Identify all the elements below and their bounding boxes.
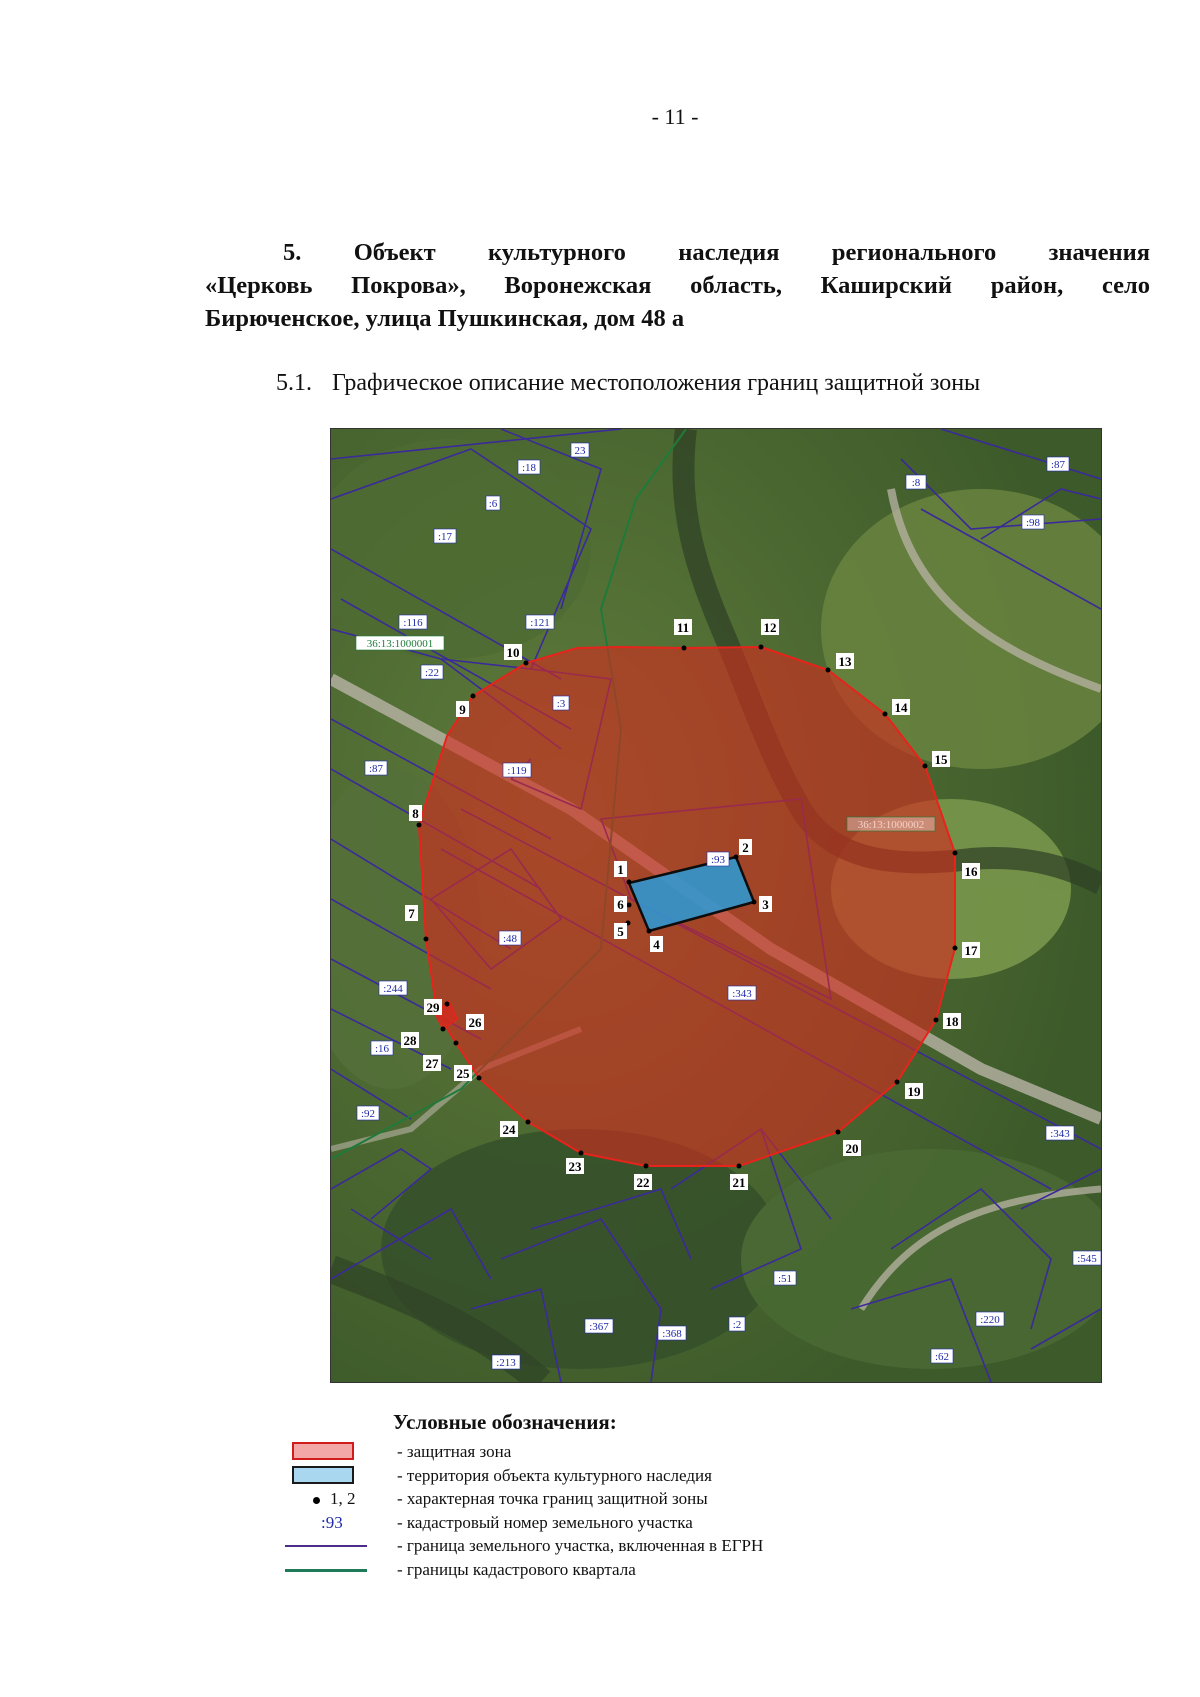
svg-text:36:13:1000001: 36:13:1000001 — [366, 638, 434, 650]
section-title — [205, 236, 1150, 335]
svg-text:17: 17 — [964, 943, 978, 958]
svg-text::220: :220 — [980, 1314, 1000, 1326]
svg-text:29: 29 — [426, 1000, 440, 1015]
svg-text:15: 15 — [934, 752, 948, 767]
point-dot-icon — [313, 1497, 320, 1504]
legend-item-parcel-boundary — [285, 1534, 885, 1558]
svg-text::16: :16 — [374, 1043, 390, 1055]
parcel-label — [658, 1326, 686, 1340]
parcel-label — [707, 852, 729, 866]
point-label — [504, 644, 522, 660]
parcel-label — [906, 475, 926, 489]
svg-text::92: :92 — [360, 1108, 376, 1120]
point-label — [423, 1055, 441, 1071]
point-label — [614, 861, 627, 877]
parcel-label — [571, 443, 589, 457]
parcel-label — [503, 763, 531, 777]
point-label — [932, 751, 950, 767]
section-title-line-3: Бирюченское, улица Пушкинская, дом 48 а — [205, 305, 685, 332]
point-label — [739, 839, 752, 855]
point-label — [892, 699, 910, 715]
point-label — [500, 1121, 518, 1137]
parcel-label — [526, 615, 554, 629]
legend-item-cadastral-number — [285, 1511, 885, 1535]
point-label — [409, 805, 422, 821]
svg-text:11: 11 — [676, 620, 690, 635]
svg-text::3: :3 — [556, 698, 566, 710]
point-label — [614, 923, 627, 939]
point-label — [566, 1158, 584, 1174]
legend-item-quarter-boundary — [285, 1558, 885, 1582]
svg-text::93: :93 — [710, 854, 726, 866]
svg-text::119: :119 — [507, 765, 527, 777]
legend — [285, 1440, 885, 1581]
svg-text:36:13:1000002: 36:13:1000002 — [857, 819, 925, 831]
svg-text::87: :87 — [368, 763, 384, 775]
parcel-label — [976, 1312, 1004, 1326]
svg-text:4: 4 — [653, 937, 660, 952]
legend-item-label: - характерная точка границ защитной зоны — [397, 1489, 708, 1508]
svg-text:19: 19 — [907, 1084, 921, 1099]
svg-text::213: :213 — [496, 1357, 516, 1369]
quarter-label — [356, 636, 444, 650]
parcel-label — [518, 460, 540, 474]
legend-item-label: - территория объекта культурного наследия — [397, 1465, 712, 1485]
svg-text:23: 23 — [574, 445, 586, 457]
svg-text:8: 8 — [412, 806, 419, 821]
page-number: - 11 - — [651, 104, 699, 129]
point-label — [730, 1174, 748, 1190]
point-label — [674, 619, 692, 635]
svg-text::51: :51 — [777, 1273, 793, 1285]
svg-text:7: 7 — [408, 906, 415, 921]
legend-item-label: - защитная зона — [397, 1442, 512, 1461]
point-label — [962, 863, 980, 879]
svg-text::62: :62 — [934, 1351, 950, 1363]
parcel-label — [357, 1106, 379, 1120]
svg-text::8: :8 — [911, 477, 921, 489]
svg-text::17: :17 — [437, 531, 453, 543]
svg-text:27: 27 — [425, 1056, 439, 1071]
svg-text::48: :48 — [502, 933, 518, 945]
parcel-label — [1046, 1126, 1074, 1140]
parcel-label — [729, 1317, 745, 1331]
parcel-label — [379, 981, 407, 995]
point-label — [943, 1013, 961, 1029]
svg-text::121: :121 — [530, 617, 550, 629]
svg-text:14: 14 — [894, 700, 908, 715]
point-label — [650, 936, 663, 952]
parcel-line-symbol — [285, 1545, 367, 1547]
svg-text:12: 12 — [763, 620, 777, 635]
svg-text:20: 20 — [845, 1141, 859, 1156]
cadastral-number-symbol: :93 — [321, 1512, 343, 1532]
point-label — [454, 1065, 472, 1081]
svg-text:16: 16 — [964, 864, 978, 879]
legend-item-label: - граница земельного участка, включенная в ЕГРН — [397, 1536, 764, 1555]
point-label — [843, 1140, 861, 1156]
svg-text::6: :6 — [488, 498, 498, 510]
svg-text:6: 6 — [617, 897, 624, 912]
point-label — [405, 905, 418, 921]
parcel-label — [553, 696, 569, 710]
svg-text:21: 21 — [732, 1175, 746, 1190]
svg-text:24: 24 — [502, 1122, 516, 1137]
parcel-label — [365, 761, 387, 775]
svg-text:3: 3 — [762, 897, 769, 912]
point-label — [614, 896, 627, 912]
legend-item-heritage-territory — [285, 1464, 885, 1488]
svg-text::116: :116 — [403, 617, 423, 629]
parcel-label — [1073, 1251, 1101, 1265]
svg-text:28: 28 — [403, 1033, 417, 1048]
parcel-label — [421, 665, 443, 679]
point-label — [466, 1014, 484, 1030]
svg-text::367: :367 — [589, 1321, 609, 1333]
parcel-label — [499, 931, 521, 945]
svg-text:22: 22 — [636, 1175, 650, 1190]
legend-item-protective-zone — [285, 1440, 885, 1464]
protective-zone-swatch — [292, 1442, 354, 1460]
boundary-point-symbol: 1, 2 — [313, 1487, 356, 1511]
subsection-text: Графическое описание местоположения границ защитной зоны — [332, 370, 981, 396]
section-title-line-2: «Церковь Покрова», Воронежская область, Каширский район, село — [205, 272, 1150, 299]
svg-text:9: 9 — [459, 702, 466, 717]
parcel-label — [371, 1041, 393, 1055]
svg-text:25: 25 — [456, 1066, 470, 1081]
svg-text::87: :87 — [1050, 459, 1066, 471]
parcel-label — [1022, 515, 1044, 529]
point-label — [424, 999, 442, 1015]
section-title-line-1: 5. Объект культурного наследия регионального значения — [283, 239, 1150, 266]
point-label — [634, 1174, 652, 1190]
point-label — [836, 653, 854, 669]
svg-text::343: :343 — [732, 988, 752, 1000]
svg-text::545: :545 — [1077, 1253, 1097, 1265]
legend-item-label: - кадастровый номер земельного участка — [397, 1512, 693, 1532]
point-label — [761, 619, 779, 635]
point-label — [401, 1032, 419, 1048]
subsection-heading — [276, 370, 980, 397]
svg-text:1: 1 — [617, 862, 624, 877]
parcel-label — [434, 529, 456, 543]
svg-text:13: 13 — [838, 654, 852, 669]
parcel-label — [728, 986, 756, 1000]
svg-text:18: 18 — [945, 1014, 959, 1029]
legend-item-boundary-point — [285, 1487, 885, 1511]
parcel-label — [492, 1355, 520, 1369]
heritage-territory-swatch — [292, 1466, 354, 1484]
svg-text::343: :343 — [1050, 1128, 1070, 1140]
cadastral-map — [330, 428, 1102, 1383]
parcel-label — [774, 1271, 796, 1285]
svg-text:10: 10 — [506, 645, 520, 660]
quarter-line-symbol — [285, 1569, 367, 1572]
svg-text::98: :98 — [1025, 517, 1041, 529]
svg-text:2: 2 — [742, 840, 749, 855]
subsection-number: 5.1. — [276, 370, 312, 396]
svg-text::368: :368 — [662, 1328, 682, 1340]
svg-text::244: :244 — [383, 983, 403, 995]
parcel-label — [399, 615, 427, 629]
parcel-label — [931, 1349, 953, 1363]
legend-title: Условные обозначения: — [393, 1410, 617, 1434]
parcel-label — [1047, 457, 1069, 471]
svg-text::18: :18 — [521, 462, 537, 474]
point-label — [759, 896, 772, 912]
point-label — [905, 1083, 923, 1099]
legend-item-label: - границы кадастрового квартала — [397, 1559, 636, 1579]
point-label — [962, 942, 980, 958]
parcel-label — [486, 496, 500, 510]
point-label — [456, 701, 469, 717]
parcel-label — [585, 1319, 613, 1333]
quarter-label — [847, 817, 935, 831]
svg-text:26: 26 — [468, 1015, 482, 1030]
svg-text:23: 23 — [568, 1159, 582, 1174]
svg-text:5: 5 — [617, 924, 624, 939]
svg-text::22: :22 — [424, 667, 440, 679]
svg-text::2: :2 — [732, 1319, 742, 1331]
